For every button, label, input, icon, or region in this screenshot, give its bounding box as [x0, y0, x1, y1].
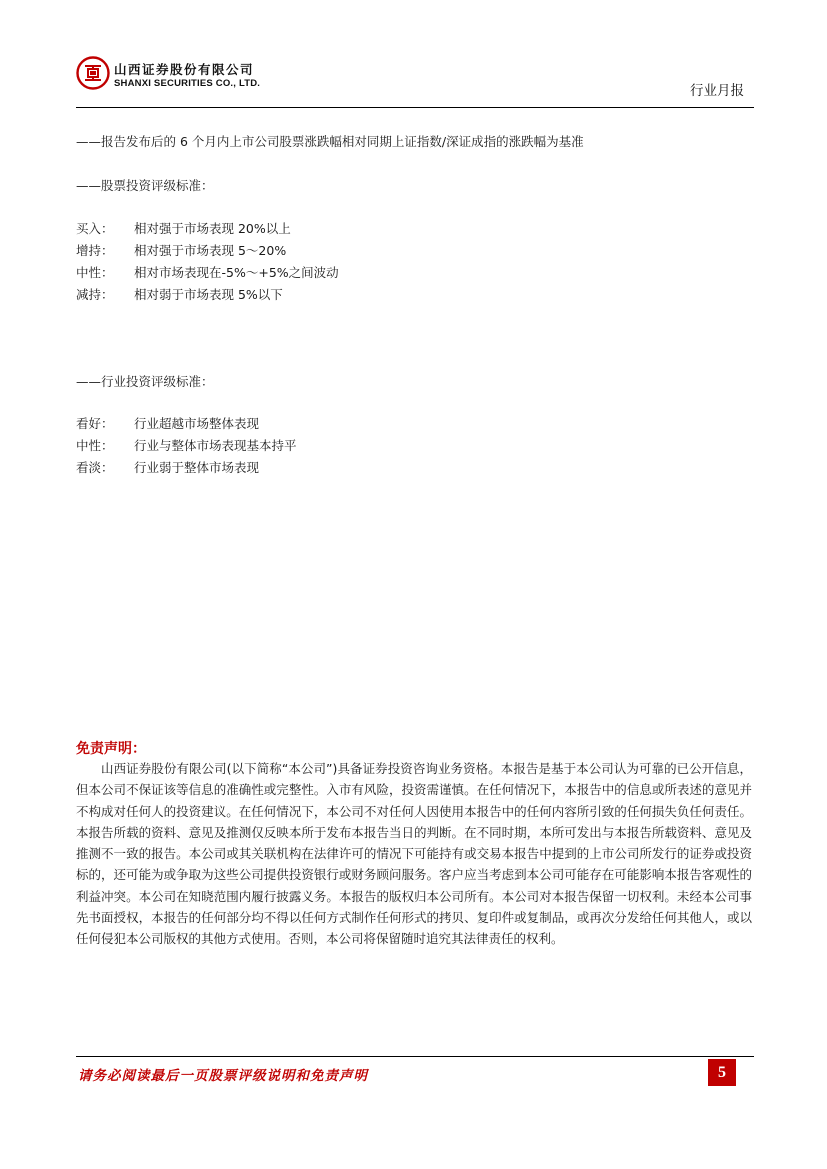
stock-rating-title: ——股票投资评级标准： [76, 178, 214, 193]
rating-desc: 相对市场表现在-5%～+5%之间波动 [134, 265, 339, 280]
industry-rating-title: ——行业投资评级标准： [76, 374, 214, 389]
document-type: 行业月报 [690, 83, 744, 99]
stock-rating-row [76, 241, 286, 259]
stock-rating-row [76, 219, 291, 237]
footer-note: 请务必阅读最后一页股票评级说明和免责声明 [78, 1068, 368, 1084]
rating-label: 看淡： [76, 460, 114, 475]
rating-desc: 相对强于市场表现 5～20% [134, 243, 287, 258]
basis-note: ——报告发布后的 6 个月内上市公司股票涨跌幅相对同期上证指数/深证成指的涨跌幅为基准 [76, 134, 584, 149]
header-divider [76, 107, 754, 108]
rating-label: 买入： [76, 221, 114, 236]
rating-desc: 相对强于市场表现 20%以上 [134, 221, 291, 236]
rating-label: 减持： [76, 287, 114, 302]
rating-desc: 相对弱于市场表现 5%以下 [134, 287, 283, 302]
company-name-en: SHANXI SECURITIES CO., LTD. [114, 78, 261, 89]
stock-rating-row [76, 263, 339, 281]
footer-divider [76, 1056, 754, 1057]
rating-label: 中性： [76, 438, 114, 453]
rating-desc: 行业超越市场整体表现 [134, 416, 260, 431]
rating-label: 中性： [76, 265, 114, 280]
rating-desc: 行业弱于整体市场表现 [134, 460, 260, 475]
stock-rating-row [76, 285, 283, 303]
disclaimer-title: 免责声明： [76, 741, 146, 757]
page-header [76, 56, 754, 108]
company-logo-icon [76, 56, 110, 90]
rating-label: 增持： [76, 243, 114, 258]
page-number: 5 [708, 1059, 736, 1086]
industry-rating-row [76, 414, 259, 432]
rating-desc: 行业与整体市场表现基本持平 [134, 438, 297, 453]
company-name-cn: 山西证券股份有限公司 [114, 62, 255, 77]
industry-rating-row [76, 458, 259, 476]
rating-label: 看好： [76, 416, 114, 431]
industry-rating-row [76, 436, 297, 454]
disclaimer-body: 山西证券股份有限公司(以下简称“本公司”)具备证券投资咨询业务资格。本报告是基于本公司认为可靠的已公开信息，但本公司不保证该等信息的准确性或完整性。入市有风险，投资需谨慎。在任何情况下，本报告中的信息或所表述的意见并不构成对任何人的投资建议。在任何情况下，本公司不对任何人因使用本报告中的任何内容所引致的任何损失负任何责任。本报告所载的资料、意见及推测仅反映本所于发布本报告当日的判断。在不同时期，本所可发出与本报告所载资料、意见及推测不一致的报告。本公司或其关联机构在法律许可的情况下可能持有或交易本报告中提到的上市公司所发行的证券或投资标的，还可能为或争取为这些公司提供投资银行或财务顾问服务。客户应当考虑到本公司可能存在可能影响本报告客观性的利益冲突。本公司在知晓范围内履行披露义务。本报告的版权归本公司所有。本公司对本报告保留一切权利。未经本公司事先书面授权，本报告的任何部分均不得以任何方式制作任何形式的拷贝、复印件或复制品，或再次分发给任何其他人，或以任何侵犯本公司版权的其他方式使用。否则，本公司将保留随时追究其法律责任的权利。 [76, 761, 752, 947]
